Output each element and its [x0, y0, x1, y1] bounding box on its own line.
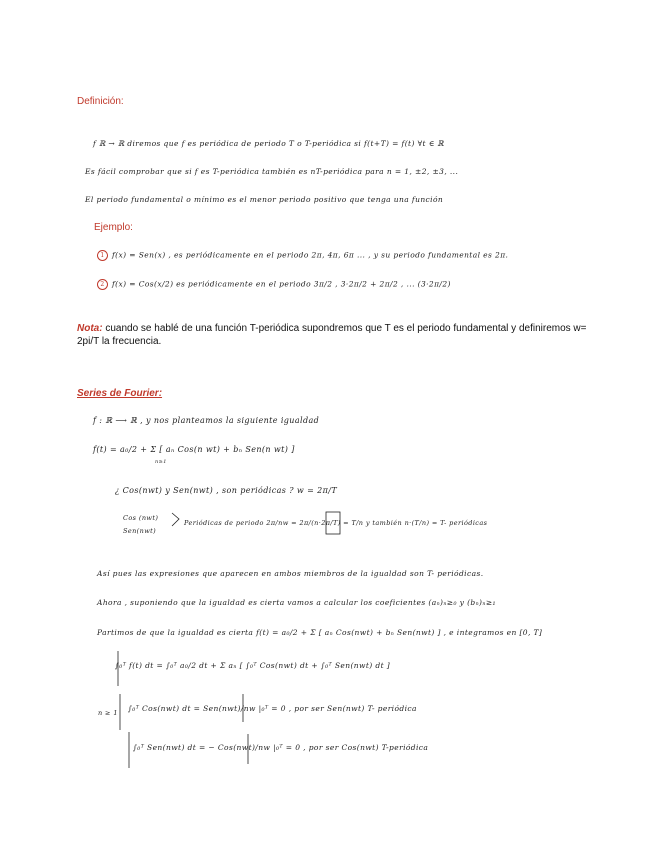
ejemplo-item-2-text: f(x) = Cos(x/2) es periódicamente en el periodo 3π/2 , 3·2π/2 + 2π/2 , ... (3·2π/2) — [112, 279, 451, 289]
series-line-9-n: n ≥ 1 — [98, 709, 118, 717]
series-line-1: f : ℝ ⟶ ℝ , y nos planteamos la siguiente igualdad — [93, 416, 320, 425]
series-line-6: Ahora , suponiendo que la igualdad es cierta vamos a calcular los coeficientes (aₙ)ₙ≥₀ y (bₙ)ₙ≥₁ — [97, 598, 496, 607]
definicion-heading: Definición: — [77, 96, 124, 107]
ejemplo-heading: Ejemplo: — [94, 222, 133, 233]
series-line-4-sen: Sen(nwt) — [123, 527, 157, 535]
series-line-2: f(t) = a₀/2 + Σ [ aₙ Cos(n wt) + bₙ Sen(n wt) ] — [93, 445, 295, 454]
series-line-5: Así pues las expresiones que aparecen en ambos miembros de la igualdad son T- periódicas. — [97, 569, 484, 578]
boxed-fraction — [326, 512, 340, 534]
series-line-4-cos: Cos (nwt) — [123, 514, 159, 522]
series-line-4-text: Periódicas de periodo 2π/nw = 2π/(n·2π/T) = T/n y también n·(T/n) = T- periódicas — [184, 519, 488, 527]
brace-arrow — [172, 513, 179, 526]
definicion-line-3: El periodo fundamental o mínimo es el menor periodo positivo que tenga una función — [85, 195, 444, 204]
ejemplo-item-1-text: f(x) = Sen(x) , es periódicamente en el periodo 2π, 4π, 6π ... , y su periodo fundamental es 2π. — [112, 250, 509, 260]
series-line-9: ∫₀ᵀ Cos(nwt) dt = Sen(nwt)/nw |₀ᵀ = 0 , por ser Sen(nwt) T- periódica — [128, 704, 417, 713]
series-line-2-sum-index: n≥1 — [155, 459, 167, 465]
ejemplo-item-1-number: 1 — [97, 250, 108, 261]
definicion-line-2: Es fácil comprobar que si f es T-periódica también es nT-periódica para n = 1, ±2, ±3, ... — [85, 167, 459, 176]
ejemplo-item-2-number: 2 — [97, 279, 108, 290]
series-line-8: ∫₀ᵀ f(t) dt = ∫₀ᵀ a₀/2 dt + Σ aₙ [ ∫₀ᵀ Cos(nwt) dt + ∫₀ᵀ Sen(nwt) dt ] — [115, 661, 391, 670]
series-line-7: Partimos de que la igualdad es cierta f(t) = a₀/2 + Σ [ aₙ Cos(nwt) + bₙ Sen(nwt) ] , e integramos en [0, T] — [97, 628, 543, 637]
series-line-10: ∫₀ᵀ Sen(nwt) dt = − Cos(nwt)/nw |₀ᵀ = 0 , por ser Cos(nwt) T-periódica — [133, 743, 429, 752]
series-heading: Series de Fourier: — [77, 388, 163, 399]
nota-text: cuando se hablé de una función T-periódica supondremos que T es el periodo fundamental y definiremos w= 2pi/T la frecuencia. — [77, 323, 587, 347]
definicion-line-1: f ℝ → ℝ diremos que f es periódica de periodo T o T-periódica si f(t+T) = f(t) ∀t ∈ ℝ — [93, 139, 445, 148]
nota-label: Nota: — [77, 323, 103, 334]
series-line-3: ¿ Cos(nwt) y Sen(nwt) , son periódicas ? w = 2π/T — [115, 486, 338, 495]
